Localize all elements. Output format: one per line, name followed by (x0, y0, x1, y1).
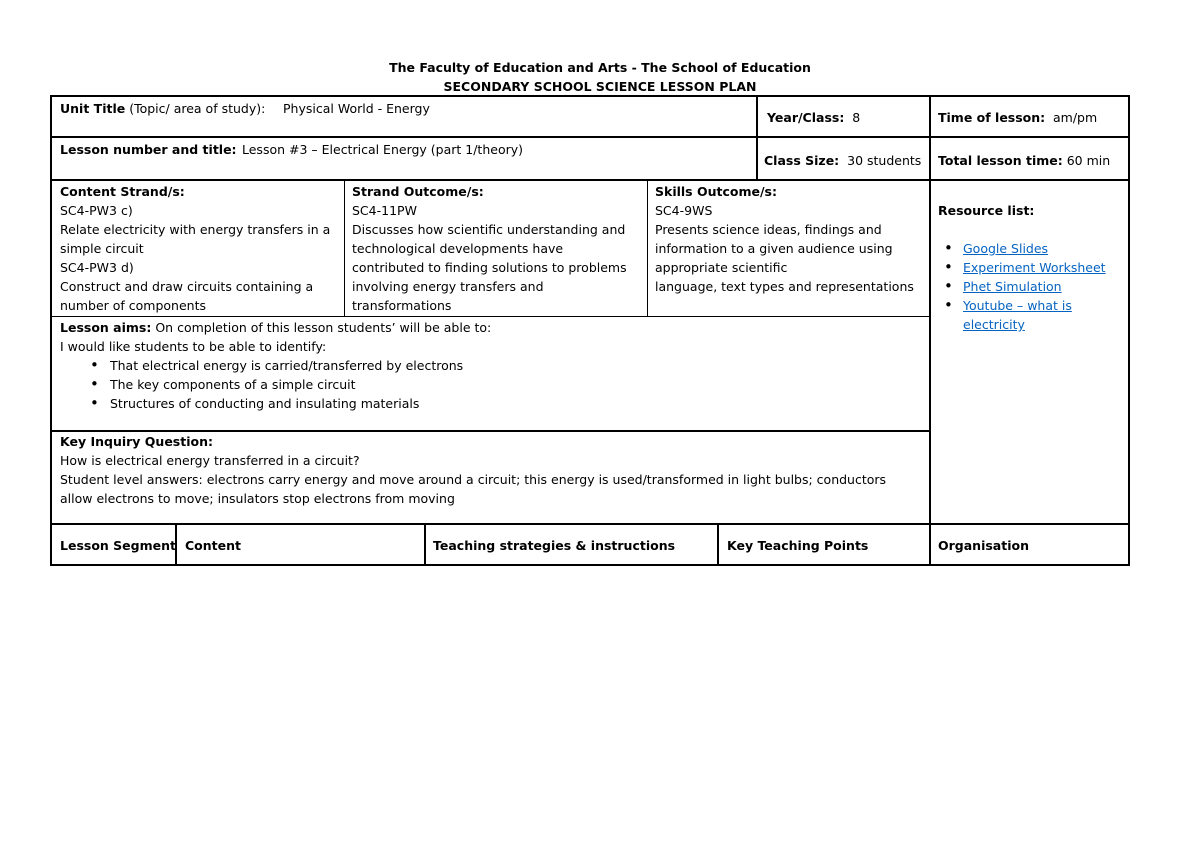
class-size-label: Class Size: (764, 153, 840, 168)
strand-outcome-line: transformations (352, 298, 452, 313)
inquiry-heading: Key Inquiry Question: (60, 434, 213, 449)
skills-outcome-line: appropriate scientific (655, 260, 788, 275)
unit-title-label: Unit Title (60, 101, 126, 116)
strand-outcome-line: SC4-11PW (352, 203, 417, 218)
class-size-value: 30 students (847, 153, 922, 168)
lesson-aims-heading: Lesson aims: (60, 320, 152, 335)
strand-outcome-heading: Strand Outcome/s: (352, 184, 484, 199)
resource-item[interactable] (938, 277, 1128, 296)
lesson-aims-heading-rest: On completion of this lesson students’ will be able to: (151, 320, 492, 335)
lesson-aims-list (60, 356, 920, 413)
content-strand-line: Relate electricity with energy transfers in a (60, 222, 331, 237)
strand-outcome-cell (352, 182, 644, 315)
organisation-header: Organisation (938, 538, 1029, 553)
inquiry-cell (60, 432, 920, 508)
time-of-lesson-cell (938, 108, 1045, 127)
resource-list-cell (938, 201, 1128, 334)
phet-simulation-link[interactable]: Phet Simulation (963, 279, 1062, 294)
inquiry-answers: Student level answers: electrons carry energy and move around a circuit; this energy is used/transformed in light bulbs; conductors (60, 472, 887, 487)
year-class-cell (767, 108, 860, 127)
skills-outcome-line: language, text types and representations (655, 279, 914, 294)
document-title: The Faculty of Education and Arts - The School of Education (389, 60, 811, 75)
lesson-aim-item: • The key components of a simple circuit (60, 375, 920, 394)
content-strand-line: number of components (60, 298, 207, 313)
content-strand-heading: Content Strand/s: (60, 184, 185, 199)
unit-title-label-rest: (Topic/ area of study): (125, 101, 266, 116)
resource-item[interactable] (938, 296, 1128, 334)
resource-list (938, 239, 1128, 334)
content-strand-cell (60, 182, 340, 315)
time-of-lesson-value: am/pm (1053, 110, 1098, 125)
lesson-aims-intro: I would like students to be able to identify: (60, 339, 327, 354)
inquiry-answers-continued: allow electrons to move; insulators stop electrons from moving (60, 491, 455, 506)
lesson-title-label: Lesson number and title: (60, 142, 237, 157)
skills-outcome-line: information to a given audience using (655, 241, 893, 256)
total-time-label: Total lesson time: (938, 153, 1063, 168)
unit-title-cell (60, 99, 265, 118)
skills-outcome-line: Presents science ideas, findings and (655, 222, 882, 237)
experiment-worksheet-link[interactable]: Experiment Worksheet (963, 260, 1106, 275)
content-header: Content (185, 538, 241, 553)
strand-outcome-line: technological developments have (352, 241, 564, 256)
resource-item[interactable] (938, 239, 1128, 258)
total-time-cell (938, 151, 1110, 170)
key-teaching-points-header: Key Teaching Points (727, 538, 869, 553)
strand-outcome-line: involving energy transfers and (352, 279, 544, 294)
google-slides-link[interactable]: Google Slides (963, 241, 1049, 256)
strand-outcome-line: contributed to finding solutions to problems (352, 260, 627, 275)
total-time-value: 60 min (1066, 153, 1111, 168)
skills-outcome-heading: Skills Outcome/s: (655, 184, 777, 199)
lesson-segment-header: Lesson Segment (60, 538, 176, 553)
content-strand-line: SC4-PW3 d) (60, 260, 134, 275)
strand-outcome-line: Discusses how scientific understanding and (352, 222, 626, 237)
youtube-link-continued[interactable]: electricity (963, 317, 1025, 332)
lesson-title-value: Lesson #3 – Electrical Energy (part 1/theory) (242, 142, 524, 157)
skills-outcome-cell (655, 182, 927, 296)
resource-item[interactable] (938, 258, 1128, 277)
year-class-label: Year/Class: (767, 110, 845, 125)
lesson-plan-table (50, 95, 1130, 566)
unit-title-value: Physical World - Energy (283, 101, 430, 116)
resource-list-heading: Resource list: (938, 203, 1035, 218)
youtube-link[interactable]: Youtube – what is (963, 298, 1072, 313)
document-subtitle: SECONDARY SCHOOL SCIENCE LESSON PLAN (443, 79, 757, 94)
content-strand-line: simple circuit (60, 241, 144, 256)
lesson-aim-item: • That electrical energy is carried/transferred by electrons (60, 356, 920, 375)
skills-outcome-line: SC4-9WS (655, 203, 713, 218)
content-strand-line: Construct and draw circuits containing a (60, 279, 314, 294)
class-size-cell (764, 151, 921, 170)
time-of-lesson-label: Time of lesson: (938, 110, 1046, 125)
year-class-value: 8 (852, 110, 861, 125)
lesson-aims-cell (60, 318, 920, 413)
lesson-aim-item: • Structures of conducting and insulating materials (60, 394, 920, 413)
content-strand-line: SC4-PW3 c) (60, 203, 133, 218)
teaching-strategies-header: Teaching strategies & instructions (433, 538, 676, 553)
inquiry-question: How is electrical energy transferred in a circuit? (60, 453, 360, 468)
